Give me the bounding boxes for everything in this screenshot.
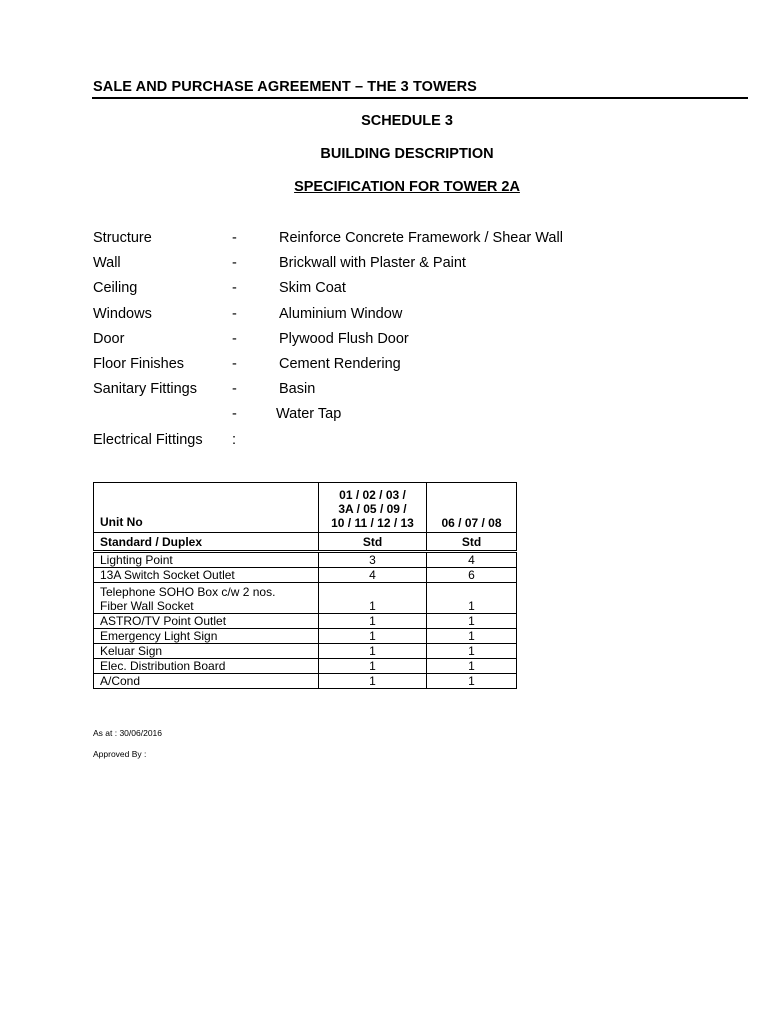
spec-label: Door [93,330,125,347]
row-value-b: 4 [427,552,517,568]
spec-label: Structure [93,230,152,246]
table-row [94,659,517,674]
row-value-a: 1 [319,644,427,659]
spec-separator: - [232,406,237,423]
approved-by: Approved By : [93,749,147,759]
row-value-b: 6 [427,568,517,583]
table-row [94,568,517,583]
header-unit-no: Unit No [94,483,319,533]
row-item: Emergency Light Sign [94,629,319,644]
spec-value: Plywood Flush Door [279,330,409,347]
spec-value: Basin [279,381,316,398]
as-at-date: As at : 30/06/2016 [93,728,162,738]
row-value-a: 1 [319,674,427,689]
row-item: Lighting Point [94,552,319,568]
row-value-a: 3 [319,552,427,568]
table-row [94,614,517,629]
row-value-a: 1 [319,659,427,674]
table-row [94,552,517,568]
row-item: Elec. Distribution Board [94,659,319,674]
table-row [94,629,517,644]
spec-value: Skim Coat [279,280,346,297]
spec-separator: - [232,230,237,246]
row-item: 13A Switch Socket Outlet [94,568,319,583]
spec-separator: : [232,431,237,448]
title-rule [92,97,748,99]
table-type-row [94,533,517,552]
row-item: ASTRO/TV Point Outlet [94,614,319,629]
spec-label: Ceiling [93,280,138,297]
row-value-a: 1 [319,614,427,629]
row-item: Keluar Sign [94,644,319,659]
header-units-a-line: 10 / 11 / 12 / 13 [331,516,414,530]
row-value-a: 4 [319,568,427,583]
spec-separator: - [232,381,237,398]
spec-label: Floor Finishes [93,355,185,372]
type-label: Standard / Duplex [94,533,319,552]
spec-label: Sanitary Fittings [93,381,197,398]
spec-heading: SPECIFICATION FOR TOWER 2A [294,179,520,195]
spec-label: Electrical Fittings [93,431,203,448]
row-value-a: 1 [319,583,427,614]
row-item-line: Telephone SOHO Box c/w 2 nos. [100,585,276,599]
spec-value: Reinforce Concrete Framework / Shear Wall [279,230,563,246]
table-row [94,644,517,659]
header-units-b: 06 / 07 / 08 [427,483,517,533]
document-title: SALE AND PURCHASE AGREEMENT – THE 3 TOWERS [93,79,477,95]
spec-separator: - [232,305,237,322]
spec-value: Cement Rendering [279,355,401,372]
spec-separator: - [232,255,237,272]
spec-value: Brickwall with Plaster & Paint [279,255,466,272]
table-row [94,674,517,689]
spec-separator: - [232,355,237,372]
row-value-b: 1 [427,614,517,629]
spec-value: Aluminium Window [279,305,403,322]
schedule-heading: SCHEDULE 3 [361,113,453,129]
table-header-row [94,483,517,533]
row-value-b: 1 [427,674,517,689]
spec-separator: - [232,330,237,347]
type-b: Std [427,533,517,552]
type-a: Std [319,533,427,552]
row-item-line: Fiber Wall Socket [100,599,194,613]
spec-separator: - [232,280,237,297]
electrical-fittings-table [93,482,517,689]
table-row [94,583,517,614]
row-value-b: 1 [427,583,517,614]
row-item [94,583,319,614]
spec-label: Windows [93,305,152,322]
spec-label: Wall [93,255,121,272]
header-units-a [319,483,427,533]
row-value-b: 1 [427,659,517,674]
row-value-b: 1 [427,629,517,644]
header-units-a-line: 01 / 02 / 03 / [339,488,406,502]
header-units-a-line: 3A / 05 / 09 / [338,502,407,516]
section-heading: BUILDING DESCRIPTION [320,146,494,162]
row-item: A/Cond [94,674,319,689]
spec-value: Water Tap [276,406,342,423]
row-value-a: 1 [319,629,427,644]
row-value-b: 1 [427,644,517,659]
